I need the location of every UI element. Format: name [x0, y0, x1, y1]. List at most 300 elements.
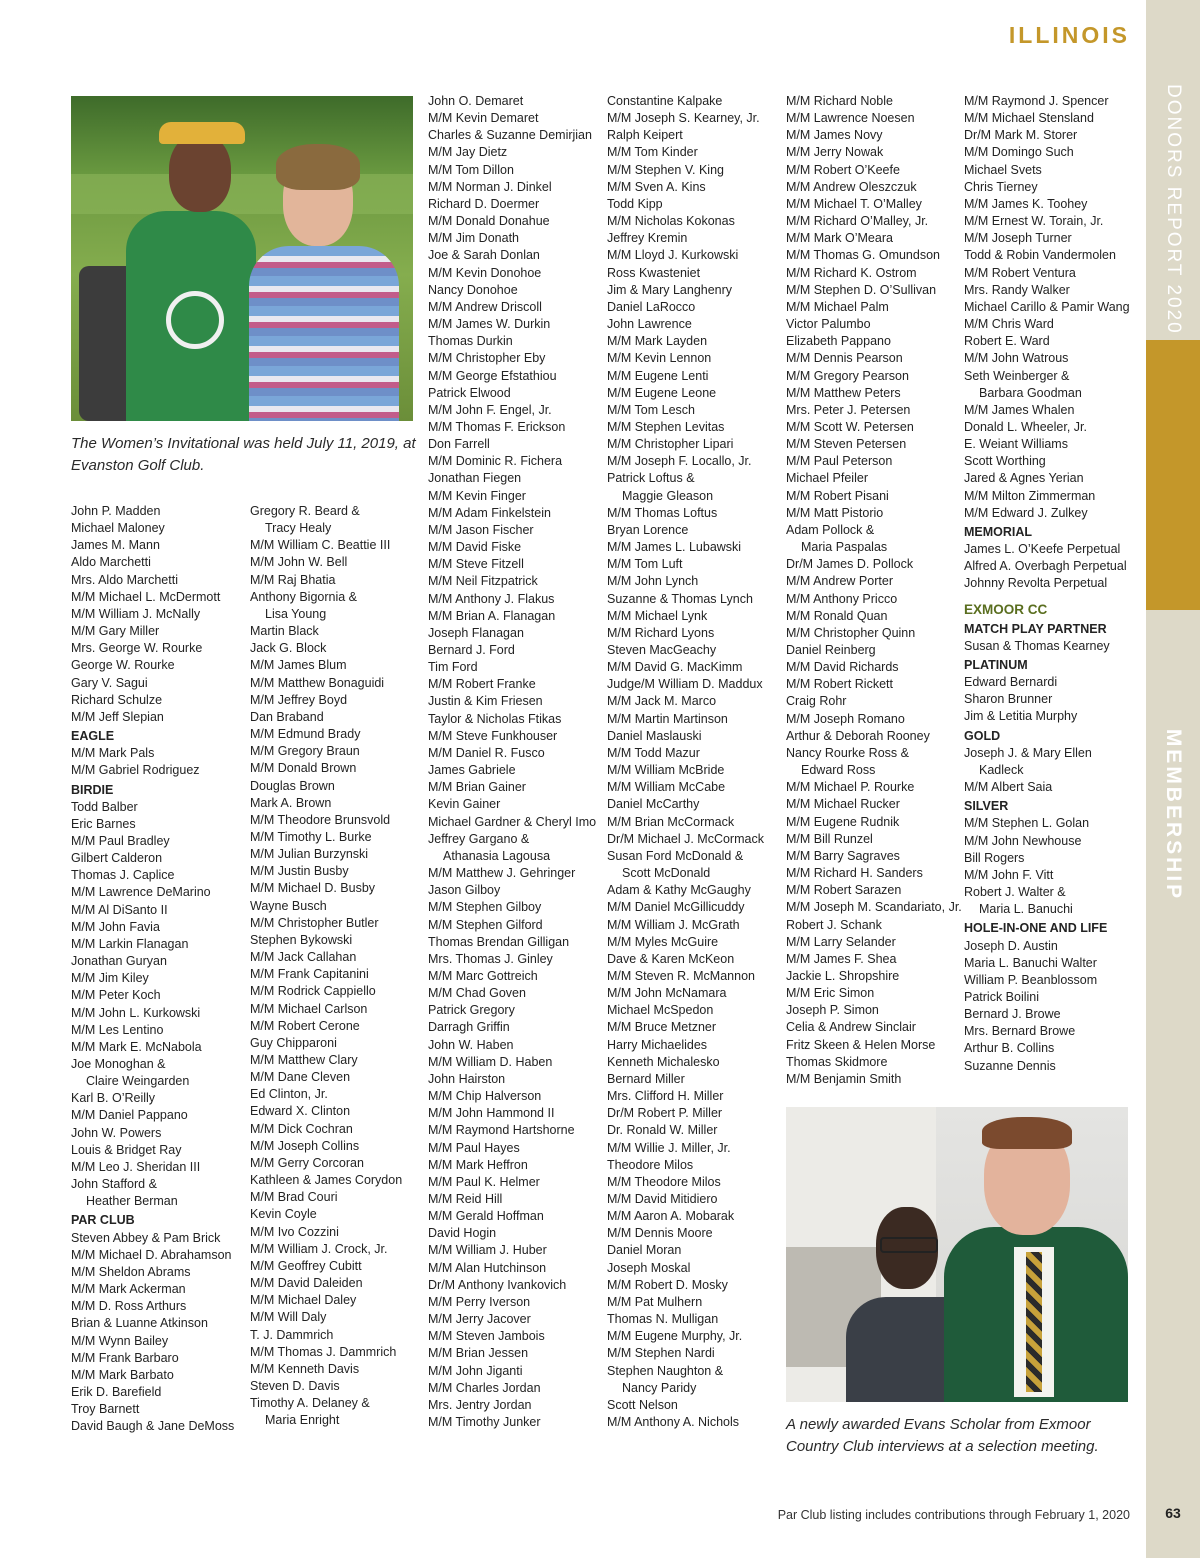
donor-name: M/M Stephen L. Golan	[964, 816, 1090, 831]
donor-name: Charles & Suzanne Demirjian	[428, 128, 592, 143]
donor-name: Patrick Boilini	[964, 989, 1040, 1004]
donor-name: M/M John Jiganti	[428, 1363, 523, 1378]
donor-name: M/M Sheldon Abrams	[71, 1264, 191, 1279]
donor-name: Patrick Elwood	[428, 385, 511, 400]
donor-name: M/M Jim Donath	[428, 231, 519, 246]
donor-name: M/M Michael Stensland	[964, 111, 1094, 126]
donor-name: M/M Andrew Porter	[786, 574, 893, 589]
donor-name: M/M Michael L. McDermott	[71, 589, 221, 604]
donor-name: M/M Richard Lyons	[607, 625, 715, 640]
donor-name: M/M William J. Crock, Jr.	[250, 1241, 388, 1256]
donor-name: Dr/M Mark M. Storer	[964, 128, 1078, 143]
donor-name: M/M Anthony J. Flakus	[428, 591, 555, 606]
donor-name: M/M Donald Donahue	[428, 214, 550, 229]
donor-name: Judge/M William D. Maddux	[607, 677, 763, 692]
donor-name: Dr/M Michael J. McCormack	[607, 831, 764, 846]
donor-name: Daniel McCarthy	[607, 797, 700, 812]
donor-name: Edward X. Clinton	[250, 1104, 351, 1119]
donor-name: M/M Joseph F. Locallo, Jr.	[607, 454, 752, 469]
donor-name: M/M Raj Bhatia	[250, 572, 336, 587]
donor-name: Kathleen & James Corydon	[250, 1173, 403, 1188]
donor-name: John P. Madden	[71, 504, 161, 518]
donor-name: Mrs. Thomas J. Ginley	[428, 951, 553, 966]
donor-name: John Hairston	[428, 1071, 506, 1086]
donor-name: M/M Charles Jordan	[428, 1380, 541, 1395]
donor-name: Thomas Durkin	[428, 334, 513, 349]
donor-name: M/M Milton Zimmerman	[964, 488, 1096, 503]
donor-name: Suzanne & Thomas Lynch	[607, 591, 753, 606]
donor-name: M/M Thomas Loftus	[607, 505, 718, 520]
donor-name: M/M Jeff Slepian	[71, 709, 164, 724]
donor-name: M/M Mark E. McNabola	[71, 1039, 202, 1054]
donor-name: M/M Steve Fitzell	[428, 557, 524, 572]
donor-name: Brian & Luanne Atkinson	[71, 1316, 208, 1331]
donor-name: Darragh Griffin	[428, 1020, 510, 1035]
donor-name: M/M Eugene Lenti	[607, 368, 709, 383]
donor-name: M/M Benjamin Smith	[786, 1071, 902, 1086]
donor-name: M/M Steven Jambois	[428, 1329, 545, 1344]
donor-name: Aldo Marchetti	[71, 555, 151, 570]
donor-name: Jonathan Fiegen	[428, 471, 522, 486]
donor-name: M/M Daniel McGillicuddy	[607, 900, 745, 915]
donor-name: E. Weiant Williams	[964, 437, 1068, 452]
donor-name-continued: Scott McDonald	[622, 866, 711, 881]
donor-name: Dr. Ronald W. Miller	[607, 1123, 718, 1138]
state-heading: ILLINOIS	[1008, 22, 1130, 48]
donor-name: Mrs. Aldo Marchetti	[71, 572, 178, 587]
donor-name: William P. Beanblossom	[964, 972, 1098, 987]
donor-name: Timothy A. Delaney &	[250, 1396, 370, 1411]
womens-invitational-photo	[71, 96, 413, 421]
donor-name: Joseph Moskal	[607, 1260, 691, 1275]
donor-name: M/M Michael Palm	[786, 299, 889, 314]
donor-name: Bill Rogers	[964, 850, 1025, 865]
donor-name: M/M Leo J. Sheridan III	[71, 1159, 201, 1174]
donor-name: M/M Jerry Nowak	[786, 145, 884, 160]
donor-name-continued: Kadleck	[979, 762, 1024, 777]
photo1-caption: The Women’s Invitational was held July 11, 2019, at Evanston Golf Club.	[71, 435, 416, 474]
donor-name: M/M Mark Heffron	[428, 1157, 528, 1172]
donor-name: M/M Christopher Eby	[428, 351, 546, 366]
donor-name: Gilbert Calderon	[71, 851, 163, 866]
donor-name: Jack G. Block	[250, 641, 327, 656]
donor-name: Sharon Brunner	[964, 692, 1053, 707]
donor-name: Daniel Reinberg	[786, 643, 876, 657]
giving-level-heading: MEMORIAL	[964, 524, 1033, 539]
donor-name: Kevin Coyle	[250, 1207, 317, 1222]
donor-name: M/M Dennis Pearson	[786, 351, 903, 366]
donor-name: Harry Michaelides	[607, 1037, 708, 1052]
donor-name: M/M Timothy Junker	[428, 1415, 541, 1430]
donor-name: M/M Martin Martinson	[607, 711, 728, 726]
donor-name: M/M Joseph M. Scandariato, Jr.	[786, 900, 962, 915]
donor-name: M/M John Newhouse	[964, 833, 1082, 848]
donor-name: M/M Pat Mulhern	[607, 1294, 703, 1309]
donor-name: M/M Michael D. Abrahamson	[71, 1247, 232, 1262]
donor-name: M/M Eugene Rudnik	[786, 814, 900, 829]
donor-name: Dr/M Robert P. Miller	[607, 1106, 723, 1121]
donor-name: Dan Braband	[250, 709, 324, 724]
donor-name: James L. O’Keefe Perpetual	[964, 542, 1121, 557]
donors-report-label: DONORS REPORT 2020	[1163, 84, 1184, 335]
donor-name: M/M Reid Hill	[428, 1192, 503, 1206]
donor-name: Stephen Naughton &	[607, 1363, 724, 1378]
donor-name: Nancy Donohoe	[428, 282, 518, 297]
donor-name: M/M Stephen Nardi	[607, 1346, 715, 1361]
donor-name: Taylor & Nicholas Ftikas	[428, 711, 562, 726]
donor-name: M/M Paul Peterson	[786, 454, 893, 469]
donor-name: Mrs. Peter J. Petersen	[786, 402, 911, 417]
donor-name: Justin & Kim Friesen	[428, 694, 543, 709]
donor-name: Mrs. Bernard Browe	[964, 1024, 1076, 1039]
donor-name: M/M Julian Burzynski	[250, 847, 369, 862]
donor-name-continued: Maria Enright	[265, 1413, 340, 1428]
donor-name: Craig Rohr	[786, 694, 847, 709]
donor-name: M/M Richard Noble	[786, 94, 893, 108]
donor-name: M/M Robert Franke	[428, 677, 536, 692]
donor-name: M/M William J. Huber	[428, 1243, 547, 1258]
donor-name: M/M Richard K. Ostrom	[786, 265, 917, 280]
donor-name-continued: Maria Paspalas	[801, 540, 888, 555]
donor-name-continued: Tracy Healy	[265, 521, 332, 536]
donor-name: Richard Schulze	[71, 692, 163, 707]
donor-name: M/M Thomas F. Erickson	[428, 419, 566, 434]
donor-name: Mrs. Randy Walker	[964, 282, 1070, 297]
donor-name: M/M John F. Vitt	[964, 867, 1054, 882]
donor-name: Adam Pollock &	[786, 522, 875, 537]
donor-name: Kevin Gainer	[428, 797, 501, 812]
donor-name: Stephen Bykowski	[250, 932, 353, 947]
donor-name: Jason Gilboy	[428, 883, 501, 898]
donor-name: Seth Weinberger &	[964, 368, 1070, 383]
donor-name: M/M Robert Ventura	[964, 265, 1076, 280]
donor-name: M/M Michael Lynk	[607, 608, 708, 623]
donor-name: M/M Raymond Hartshorne	[428, 1123, 575, 1138]
donor-name: M/M Gregory Pearson	[786, 368, 909, 383]
donor-name: M/M Michael Carlson	[250, 1001, 368, 1016]
donor-name: Troy Barnett	[71, 1402, 140, 1417]
donor-name: M/M Chris Ward	[964, 317, 1054, 332]
donor-name: John O. Demaret	[428, 94, 524, 108]
donor-name: M/M Edward J. Zulkey	[964, 505, 1088, 520]
donor-name: M/M Dominic R. Fichera	[428, 454, 563, 469]
donor-name: Martin Black	[250, 624, 319, 639]
donor-name: Fritz Skeen & Helen Morse	[786, 1037, 936, 1052]
donor-name: John W. Haben	[428, 1037, 514, 1052]
donor-name: M/M Larkin Flanagan	[71, 936, 189, 951]
donor-name: Jackie L. Shropshire	[786, 968, 900, 983]
donor-name: M/M Michael Daley	[250, 1293, 357, 1308]
donor-name: Joseph P. Simon	[786, 1003, 879, 1018]
donor-name: M/M David Fiske	[428, 540, 522, 555]
donor-name: Constantine Kalpake	[607, 94, 723, 108]
donor-name: M/M Larry Selander	[786, 934, 896, 949]
donor-column-1	[71, 503, 241, 1435]
donor-name: Michael Gardner & Cheryl Imo	[428, 814, 597, 829]
donor-name: M/M Steven Petersen	[786, 437, 907, 452]
donor-name: Arthur & Deborah Rooney	[786, 728, 930, 743]
donor-name: Todd Kipp	[607, 196, 663, 211]
donor-name: M/M Scott W. Petersen	[786, 419, 914, 434]
donor-name: Ed Clinton, Jr.	[250, 1087, 328, 1102]
donor-name: M/M Will Daly	[250, 1310, 327, 1325]
donor-name: M/M Thomas G. Omundson	[786, 248, 940, 263]
donor-name: M/M Eric Simon	[786, 986, 875, 1001]
donor-name: M/M Al DiSanto II	[71, 902, 168, 917]
donor-name: Joseph D. Austin	[964, 938, 1058, 953]
donor-name: M/M George Efstathiou	[428, 368, 557, 383]
donor-name: M/M John Hammond II	[428, 1106, 555, 1121]
donor-name: M/M Robert Cerone	[250, 1018, 360, 1033]
donor-name: M/M William J. McNally	[71, 606, 201, 621]
donor-name: Richard D. Doermer	[428, 196, 540, 211]
donor-name: M/M William McBride	[607, 763, 725, 778]
section-label: MEMBERSHIP	[1162, 728, 1185, 902]
donor-name: M/M Jeffrey Boyd	[250, 692, 348, 707]
donor-name: M/M Joseph Collins	[250, 1138, 360, 1153]
donor-name: Joseph Flanagan	[428, 625, 524, 640]
donor-name: M/M Bill Runzel	[786, 831, 873, 846]
donor-name: Erik D. Barefield	[71, 1384, 162, 1399]
donor-name: M/M Joseph S. Kearney, Jr.	[607, 111, 760, 126]
donor-name: M/M Tom Kinder	[607, 145, 698, 160]
donor-name: M/M Anthony A. Nichols	[607, 1415, 740, 1430]
donor-name: Johnny Revolta Perpetual	[964, 576, 1108, 591]
donor-name: Guy Chipparoni	[250, 1035, 337, 1050]
donor-name-continued: Nancy Paridy	[622, 1380, 697, 1395]
donor-name: M/M Brad Couri	[250, 1190, 338, 1205]
donor-name: James M. Mann	[71, 538, 160, 553]
donor-name: M/M Daniel R. Fusco	[428, 745, 545, 760]
donor-name: M/M Gabriel Rodriguez	[71, 763, 200, 778]
donor-name: Robert J. Walter &	[964, 885, 1066, 900]
donor-name: John Stafford &	[71, 1177, 157, 1192]
donor-name: M/M Robert Pisani	[786, 488, 889, 503]
donor-name: M/M Andrew Driscoll	[428, 299, 542, 314]
donor-name: M/M Mark Pals	[71, 746, 155, 761]
donor-name: M/M Neil Fitzpatrick	[428, 574, 538, 589]
donor-name: M/M Norman J. Dinkel	[428, 179, 552, 194]
donor-name: M/M Alan Hutchinson	[428, 1260, 547, 1275]
donor-name: Patrick Gregory	[428, 1003, 515, 1018]
donor-name: M/M Richard H. Sanders	[786, 866, 923, 881]
donor-name: Karl B. O’Reilly	[71, 1091, 156, 1106]
donor-name-continued: Athanasia Lagousa	[443, 848, 551, 863]
donor-name: M/M Jason Fischer	[428, 522, 534, 537]
donor-name: Michael Carillo & Pamir Wang	[964, 299, 1130, 314]
donor-name: M/M Geoffrey Cubitt	[250, 1258, 362, 1273]
donor-name: M/M William J. McGrath	[607, 917, 740, 932]
donor-name: Steven Abbey & Pam Brick	[71, 1230, 221, 1245]
donor-name: M/M D. Ross Arthurs	[71, 1299, 187, 1314]
donor-name: Thomas N. Mulligan	[607, 1312, 719, 1327]
donor-name: M/M Matthew J. Gehringer	[428, 866, 576, 881]
donor-name: Daniel Maslauski	[607, 728, 702, 743]
donor-name: Dr/M Anthony Ivankovich	[428, 1277, 567, 1292]
donor-name: M/M Rodrick Cappiello	[250, 984, 376, 999]
donor-name: M/M Matthew Peters	[786, 385, 901, 400]
donor-name-continued: Barbara Goodman	[979, 385, 1082, 400]
donor-name: M/M Matthew Bonaguidi	[250, 675, 385, 690]
donor-name: Gregory R. Beard &	[250, 504, 360, 518]
donor-name: M/M Stephen D. O’Sullivan	[786, 282, 937, 297]
donor-name: M/M Ernest W. Torain, Jr.	[964, 214, 1104, 229]
donor-name: M/M Bruce Metzner	[607, 1020, 717, 1035]
donor-name: Donald L. Wheeler, Jr.	[964, 419, 1087, 434]
donor-column-4	[607, 93, 779, 1431]
donor-name: Scott Nelson	[607, 1397, 678, 1412]
donor-column-3	[428, 93, 600, 1431]
donor-name: M/M Michael Rucker	[786, 797, 900, 812]
donor-name: M/M Adam Finkelstein	[428, 505, 551, 520]
donor-name: M/M James Blum	[250, 658, 347, 673]
donor-name: Douglas Brown	[250, 778, 335, 793]
donor-name: Don Farrell	[428, 437, 490, 452]
donor-name: M/M Dick Cochran	[250, 1121, 353, 1136]
donor-name: M/M Frank Capitanini	[250, 967, 369, 982]
donor-name: Mrs. George W. Rourke	[71, 641, 203, 656]
giving-level-heading: HOLE-IN-ONE AND LIFE	[964, 921, 1108, 936]
donor-name: Eric Barnes	[71, 816, 136, 831]
donor-name: M/M Brian Jessen	[428, 1346, 529, 1361]
donor-name: Gary V. Sagui	[71, 675, 148, 690]
donor-name: M/M John L. Kurkowski	[71, 1005, 201, 1020]
giving-level-heading: SILVER	[964, 799, 1009, 814]
donor-name: M/M William D. Haben	[428, 1054, 553, 1069]
donor-name: M/M Kevin Finger	[428, 488, 526, 503]
donor-name: M/M James Novy	[786, 128, 883, 143]
donor-name: M/M Dane Cleven	[250, 1070, 351, 1085]
donor-name: Thomas J. Caplice	[71, 868, 175, 883]
donor-name: Michael Pfeiler	[786, 471, 868, 486]
donor-name: Todd & Robin Vandermolen	[964, 248, 1116, 263]
donor-name: Wayne Busch	[250, 898, 327, 913]
donor-name: M/M Gerry Corcoran	[250, 1155, 364, 1170]
donor-name: Michael McSpedon	[607, 1003, 714, 1018]
donor-name: M/M Raymond J. Spencer	[964, 94, 1109, 108]
donor-name-continued: Lisa Young	[265, 606, 327, 621]
donor-name: M/M Peter Koch	[71, 988, 161, 1003]
donor-name: M/M Stephen Gilford	[428, 917, 543, 932]
donor-name: M/M Edmund Brady	[250, 727, 361, 742]
donor-name: David Baugh & Jane DeMoss	[71, 1419, 235, 1434]
donor-name: M/M William McCabe	[607, 780, 726, 795]
donor-name: M/M Myles McGuire	[607, 934, 719, 949]
donor-name: Scott Worthing	[964, 454, 1046, 469]
donor-name: Adam & Kathy McGaughy	[607, 883, 751, 898]
donor-name: M/M James W. Durkin	[428, 317, 551, 332]
donor-name-continued: Edward Ross	[801, 763, 876, 778]
donor-name: M/M Jerry Jacover	[428, 1312, 531, 1327]
donor-name: George W. Rourke	[71, 658, 175, 673]
donor-name: Michael Maloney	[71, 521, 165, 536]
donor-name: Todd Balber	[71, 799, 138, 814]
donor-name: M/M Albert Saia	[964, 780, 1053, 795]
donor-name: M/M William C. Beattie III	[250, 538, 391, 553]
donor-name: Chris Tierney	[964, 179, 1038, 194]
donor-name: Anthony Bigornia &	[250, 589, 358, 604]
donor-name: Thomas Brendan Gilligan	[428, 934, 570, 949]
donor-name: M/M Stephen Levitas	[607, 419, 725, 434]
donor-name: Daniel Moran	[607, 1243, 682, 1258]
donor-name: M/M Michael D. Busby	[250, 881, 376, 896]
donor-name: Steven MacGeachy	[607, 643, 717, 657]
donor-name: M/M Timothy L. Burke	[250, 829, 372, 844]
donor-name: Dr/M James D. Pollock	[786, 557, 914, 572]
footer-note: Par Club listing includes contributions through February 1, 2020	[777, 1508, 1130, 1522]
donor-name: M/M Joseph Romano	[786, 711, 905, 726]
donor-name: M/M John Favia	[71, 919, 160, 934]
donor-name: Ralph Keipert	[607, 128, 683, 143]
donor-name: M/M Christopher Lipari	[607, 437, 734, 452]
donor-name: M/M David Daleiden	[250, 1276, 363, 1291]
donor-name: M/M Christopher Butler	[250, 915, 379, 930]
donor-name: M/M Michael T. O’Malley	[786, 196, 922, 211]
donor-column-2	[250, 503, 420, 1429]
donor-name: M/M Christopher Quinn	[786, 625, 916, 640]
donor-name: Louis & Bridget Ray	[71, 1142, 182, 1157]
donor-name: M/M Paul Hayes	[428, 1140, 520, 1155]
donor-name: M/M Steve Funkhouser	[428, 728, 558, 743]
donor-name: M/M Theodore Brunsvold	[250, 812, 391, 827]
donor-name: John Lawrence	[607, 317, 692, 332]
donor-name: Joe & Sarah Donlan	[428, 248, 540, 263]
donor-name: M/M Paul K. Helmer	[428, 1174, 540, 1189]
donor-name: M/M Marc Gottreich	[428, 968, 538, 983]
donor-name: M/M Tom Luft	[607, 557, 683, 572]
donor-name: M/M Domingo Such	[964, 145, 1074, 160]
donor-name: M/M Gerald Hoffman	[428, 1209, 544, 1224]
donor-name: M/M Donald Brown	[250, 761, 357, 776]
photo2-caption: A newly awarded Evans Scholar from Exmoor Country Club interviews at a selection meeting.	[786, 1416, 1099, 1455]
donor-name: Bernard J. Browe	[964, 1007, 1061, 1022]
donor-name: M/M Stephen V. King	[607, 162, 724, 177]
donor-name: M/M Brian A. Flanagan	[428, 608, 556, 623]
donor-name: M/M Mark Barbato	[71, 1367, 174, 1382]
donor-name: David Hogin	[428, 1226, 497, 1241]
donor-name: M/M Theodore Milos	[607, 1174, 721, 1189]
donor-name: M/M John McNamara	[607, 986, 727, 1001]
donor-name: Alfred A. Overbagh Perpetual	[964, 559, 1127, 574]
donor-name: Bryan Lorence	[607, 522, 689, 537]
donor-name: M/M Mark Ackerman	[71, 1282, 186, 1297]
donor-name: T. J. Dammrich	[250, 1327, 334, 1342]
donor-name: M/M Perry Iverson	[428, 1294, 531, 1309]
donor-name: Jim & Letitia Murphy	[964, 709, 1078, 724]
donor-name: M/M Stephen Gilboy	[428, 900, 542, 915]
donor-name: Michael Svets	[964, 162, 1042, 177]
donor-name: Susan Ford McDonald &	[607, 848, 744, 863]
donor-name: Jeffrey Kremin	[607, 231, 688, 246]
donor-name: M/M Matthew Clary	[250, 1053, 358, 1067]
donor-name: Dave & Karen McKeon	[607, 951, 735, 966]
donor-name: Mark A. Brown	[250, 795, 332, 810]
donor-name: M/M Mark Layden	[607, 334, 708, 349]
donor-name-continued: Heather Berman	[86, 1194, 178, 1209]
donor-name: Mrs. Jentry Jordan	[428, 1397, 532, 1412]
donor-name: M/M David Mitidiero	[607, 1192, 718, 1206]
donor-name: M/M Lawrence Noesen	[786, 111, 915, 126]
donor-name: M/M Mark O’Meara	[786, 231, 893, 246]
donor-name: Joseph J. & Mary Ellen	[964, 745, 1092, 760]
donor-name: M/M Anthony Pricco	[786, 591, 898, 606]
donor-name: Jared & Agnes Yerian	[964, 471, 1084, 486]
club-heading: EXMOOR CC	[964, 601, 1048, 617]
donor-name: Daniel LaRocco	[607, 299, 696, 314]
donor-name: M/M Joseph Turner	[964, 231, 1072, 246]
donor-name: Tim Ford	[428, 660, 478, 675]
donor-name: M/M James L. Lubawski	[607, 540, 742, 555]
